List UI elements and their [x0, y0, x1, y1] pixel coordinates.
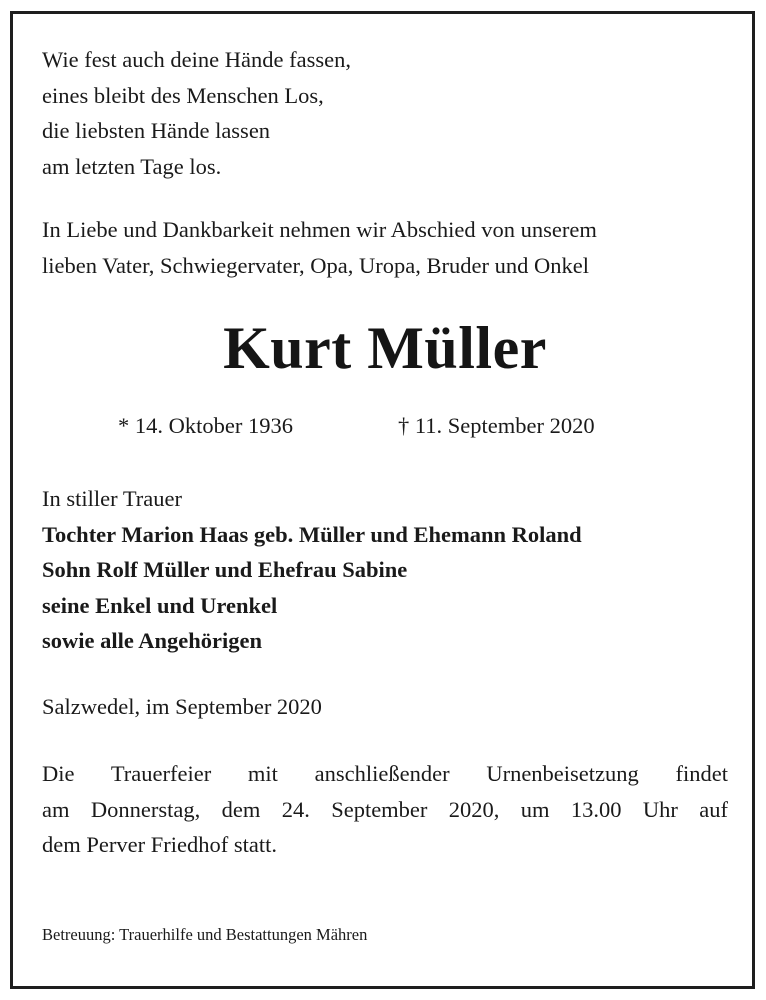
ceremony-info: [42, 756, 728, 863]
death-date: † 11. September 2020: [398, 413, 595, 438]
farewell-intro: [42, 212, 728, 283]
mourner-line: Sohn Rolf Müller und Ehefrau Sabine: [42, 557, 408, 582]
undertaker-credit: Betreuung: Trauerhilfe und Bestattungen Mähren: [42, 925, 368, 944]
birth-date: * 14. Oktober 1936: [118, 413, 293, 438]
life-dates: [42, 409, 728, 443]
intro-line: lieben Vater, Schwiegervater, Opa, Uropa, Bruder und Onkel: [42, 252, 589, 278]
poem-line: eines bleibt des Menschen Los,: [42, 82, 324, 108]
ceremony-line: Die Trauerfeier mit anschließender Urnenbeisetzung findet: [42, 761, 728, 786]
place-date-line: Salzwedel, im September 2020: [42, 693, 322, 719]
mourners: [42, 481, 728, 659]
poem-line: am letzten Tage los.: [42, 153, 222, 179]
deceased-name: Kurt Müller: [223, 315, 547, 381]
intro-line: In Liebe und Dankbarkeit nehmen wir Abschied von unserem: [42, 217, 597, 242]
mourner-line: Tochter Marion Haas geb. Müller und Ehemann Roland: [42, 521, 582, 547]
mourner-line: seine Enkel und Urenkel: [42, 592, 278, 618]
mourner-line: sowie alle Angehörigen: [42, 628, 262, 653]
poem-line: die liebsten Hände lassen: [42, 118, 271, 143]
ceremony-line: am Donnerstag, dem 24. September 2020, um 13.00 Uhr auf: [42, 796, 728, 822]
mourners-heading: In stiller Trauer: [42, 486, 182, 511]
poem-line: Wie fest auch deine Hände fassen,: [42, 47, 351, 72]
ceremony-line: dem Perver Friedhof statt.: [42, 832, 277, 857]
place-and-date: [42, 689, 728, 725]
poem: [42, 42, 728, 184]
obituary-notice: [42, 42, 728, 863]
